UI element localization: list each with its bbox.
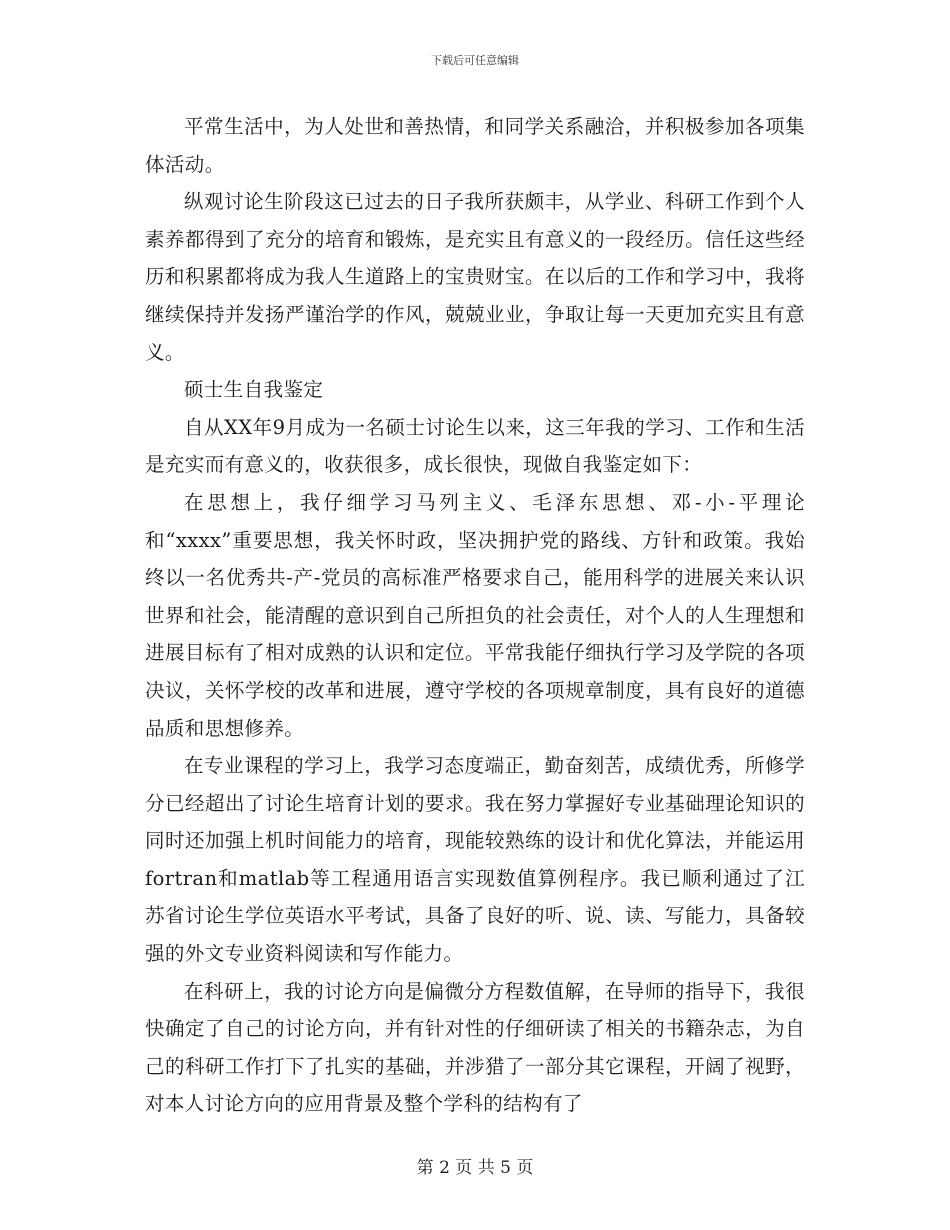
page-header-note: 下载后可任意编辑: [431, 54, 519, 67]
paragraph: 平常生活中，为人处世和善热情，和同学关系融洽，并积极参加各项集体活动。: [145, 115, 805, 176]
paragraph: 在科研上，我的讨论方向是偏微分方程数值解，在导师的指导下，我很快确定了自己的讨论方向，并有针对性的仔细研读了相关的书籍杂志，为自己的科研工作打下了扎实的基础，并涉猎了一部分其它课程，开阔了视野，对本人讨论方向的应用背景及整个学科的结构有了: [145, 979, 805, 1116]
paragraph: 纵观讨论生阶段这已过去的日子我所获颇丰，从学业、科研工作到个人素养都得到了充分的培育和锻炼，是充实且有意义的一段经历。信任这些经历和积累都将成为我人生道路上的宝贵财宝。在以后的工作和学习中，我将继续保持并发扬严谨治学的作风，兢兢业业，争取让每一天更加充实且有意义。: [145, 190, 805, 364]
paragraph: 在思想上，我仔细学习马列主义、毛泽东思想、邓-小-平理论和“xxxx”重要思想，我关怀时政，坚决拥护党的路线、方针和政策。我始终以一名优秀共-产-党员的高标准严格要求自己，能用科学的进展关来认识世界和社会，能清醒的意识到自己所担负的社会责任，对个人的人生理想和进展目标有了相对成熟的认识和定位。平常我能仔细执行学习及学院的各项决议，关怀学校的改革和进展，遵守学校的各项规章制度，具有良好的道德品质和思想修养。: [145, 490, 805, 740]
document-body: [145, 108, 805, 1123]
page-number: 第 2 页 共 5 页: [416, 1158, 534, 1178]
paragraph: 自从XX年9月成为一名硕士讨论生以来，这三年我的学习、工作和生活是充实而有意义的，收获很多，成长很快，现做自我鉴定如下：: [145, 415, 805, 477]
paragraph: 在专业课程的学习上，我学习态度端正，勤奋刻苦，成绩优秀，所修学分已经超出了讨论生培育计划的要求。我在努力掌握好专业基础理论知识的同时还加强上机时间能力的培育，现能较熟练的设计和优化算法，并能运用fortran和matlab等工程通用语言实现数值算例程序。我已顺利通过了江苏省讨论生学位英语水平考试，具备了良好的听、说、读、写能力，具备较强的外文专业资料阅读和写作能力。: [145, 754, 805, 966]
section-heading: 硕士生自我鉴定: [184, 378, 324, 402]
